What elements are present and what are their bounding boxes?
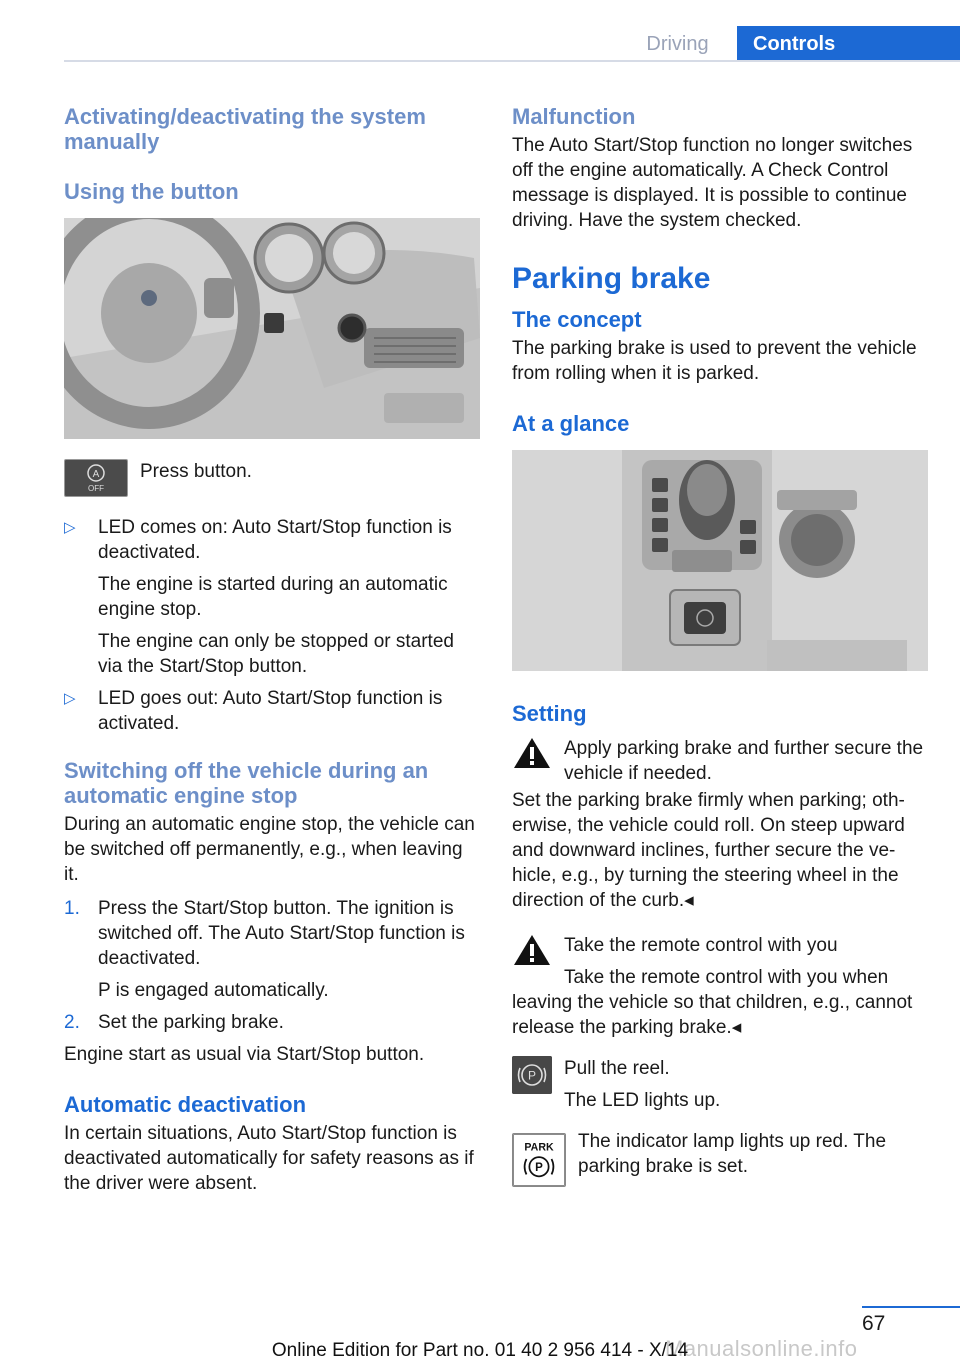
warning-triangle-icon [512, 736, 552, 770]
warning-1 [512, 736, 928, 786]
heading-concept: The concept [512, 307, 642, 332]
svg-text:P: P [527, 1068, 537, 1083]
heading-malfunction: Malfunction [512, 104, 636, 129]
list-item [64, 515, 480, 679]
auto-start-stop-off-icon [64, 459, 128, 497]
steering-wheel-photo [64, 218, 480, 439]
auto-deactivation-text: In certain situations, Auto Start/Stop function is deactivated automatically for safety reasons as if the driver were absent. [64, 1123, 474, 1194]
step-number: 1. [64, 898, 80, 919]
step-1-sub: P is engaged automatically. [98, 980, 329, 1001]
bullet-1-sub1: The engine is started during an automatic engine stop. [98, 574, 448, 620]
steps-list [64, 896, 480, 1035]
heading-auto-deactivation: Automatic deactivation [64, 1092, 307, 1117]
left-column [64, 100, 480, 1196]
header-rule [64, 60, 960, 62]
svg-text:A: A [92, 469, 100, 480]
warning-2-text-1: Take the remote control with you when [564, 967, 889, 988]
concept-text: The parking brake is used to prevent the vehicle from rolling when it is parked. [512, 338, 917, 384]
press-button-text: Press button. [140, 461, 252, 482]
svg-text:PARK: PARK [524, 1141, 554, 1154]
bullet-1-text: LED comes on: Auto Start/Stop function is deactivated. [98, 517, 452, 563]
watermark: Manualsonline.info [665, 1336, 858, 1361]
list-item [64, 896, 480, 1003]
warning-2-text-2: leaving the vehicle so that children, e.g., cannot release the parking brake.◂ [512, 992, 913, 1038]
footer-rule [862, 1306, 960, 1308]
list-item [64, 686, 480, 736]
edition-text: Online Edition for Part no. 01 40 2 956 414 - X/14 [271, 1340, 689, 1361]
triangle-right-icon: ▷ [64, 519, 76, 536]
heading-setting: Setting [512, 701, 587, 726]
step-2-text: Set the parking brake. [98, 1012, 284, 1033]
warning-triangle-icon [512, 933, 552, 967]
warning-1-text: Set the parking brake firmly when parking; otherwise, the vehicle could roll. On steep upward and downward inclines, further secure the vehicle, e.g., by turning the steering wheel in the direction of the curb.◂ [512, 790, 905, 911]
header-section: Driving [646, 33, 709, 55]
led-bullet-list [64, 515, 480, 736]
indicator-text: The indicator lamp lights up red. The parking brake is set. [578, 1131, 887, 1177]
warning-2 [512, 933, 928, 990]
svg-text:P: P [535, 1162, 543, 1175]
right-column [512, 100, 928, 1187]
parking-brake-icon [512, 1056, 552, 1094]
switching-off-text: During an automatic engine stop, the vehicle can be switched off permanently, e.g., when leaving it. [64, 814, 475, 885]
list-item [64, 1010, 480, 1035]
heading-at-a-glance: At a glance [512, 411, 630, 436]
header-chapter: Controls [737, 26, 960, 62]
park-indicator-icon [512, 1133, 566, 1187]
led-lights-text: The LED lights up. [564, 1090, 721, 1111]
bullet-2-text: LED goes out: Auto Start/Stop function is activated. [98, 688, 443, 734]
heading-using-button: Using the button [64, 179, 239, 204]
svg-text:OFF: OFF [88, 484, 104, 493]
park-indicator-row [512, 1133, 928, 1187]
engine-start-text: Engine start as usual via Start/Stop button. [64, 1044, 425, 1065]
step-1-text: Press the Start/Stop button. The ignition is switched off. The Auto Start/Stop function is deactivated. [98, 898, 465, 969]
malfunction-text: The Auto Start/Stop function no longer switches off the engine automatically. A Check Control message is displayed. It is possible to continue driving. Have the system checked. [512, 135, 913, 231]
warning-2-title: Take the remote control with you [564, 935, 838, 956]
heading-parking-brake: Parking brake [512, 262, 711, 295]
pull-reel-text: Pull the reel. [564, 1058, 670, 1079]
heading-activating: Activating/deactivating the system manually [64, 104, 426, 154]
step-number: 2. [64, 1012, 80, 1033]
page-number: 67 [862, 1312, 886, 1335]
heading-switching-off: Switching off the vehicle during an automatic engine stop [64, 758, 429, 808]
warning-1-title: Apply parking brake and further secure the vehicle if needed. [564, 738, 924, 784]
triangle-right-icon: ▷ [64, 690, 76, 707]
pull-reel-row [512, 1056, 928, 1113]
bullet-1-sub2: The engine can only be stopped or started via the Start/Stop button. [98, 631, 454, 677]
center-console-photo [512, 450, 928, 671]
